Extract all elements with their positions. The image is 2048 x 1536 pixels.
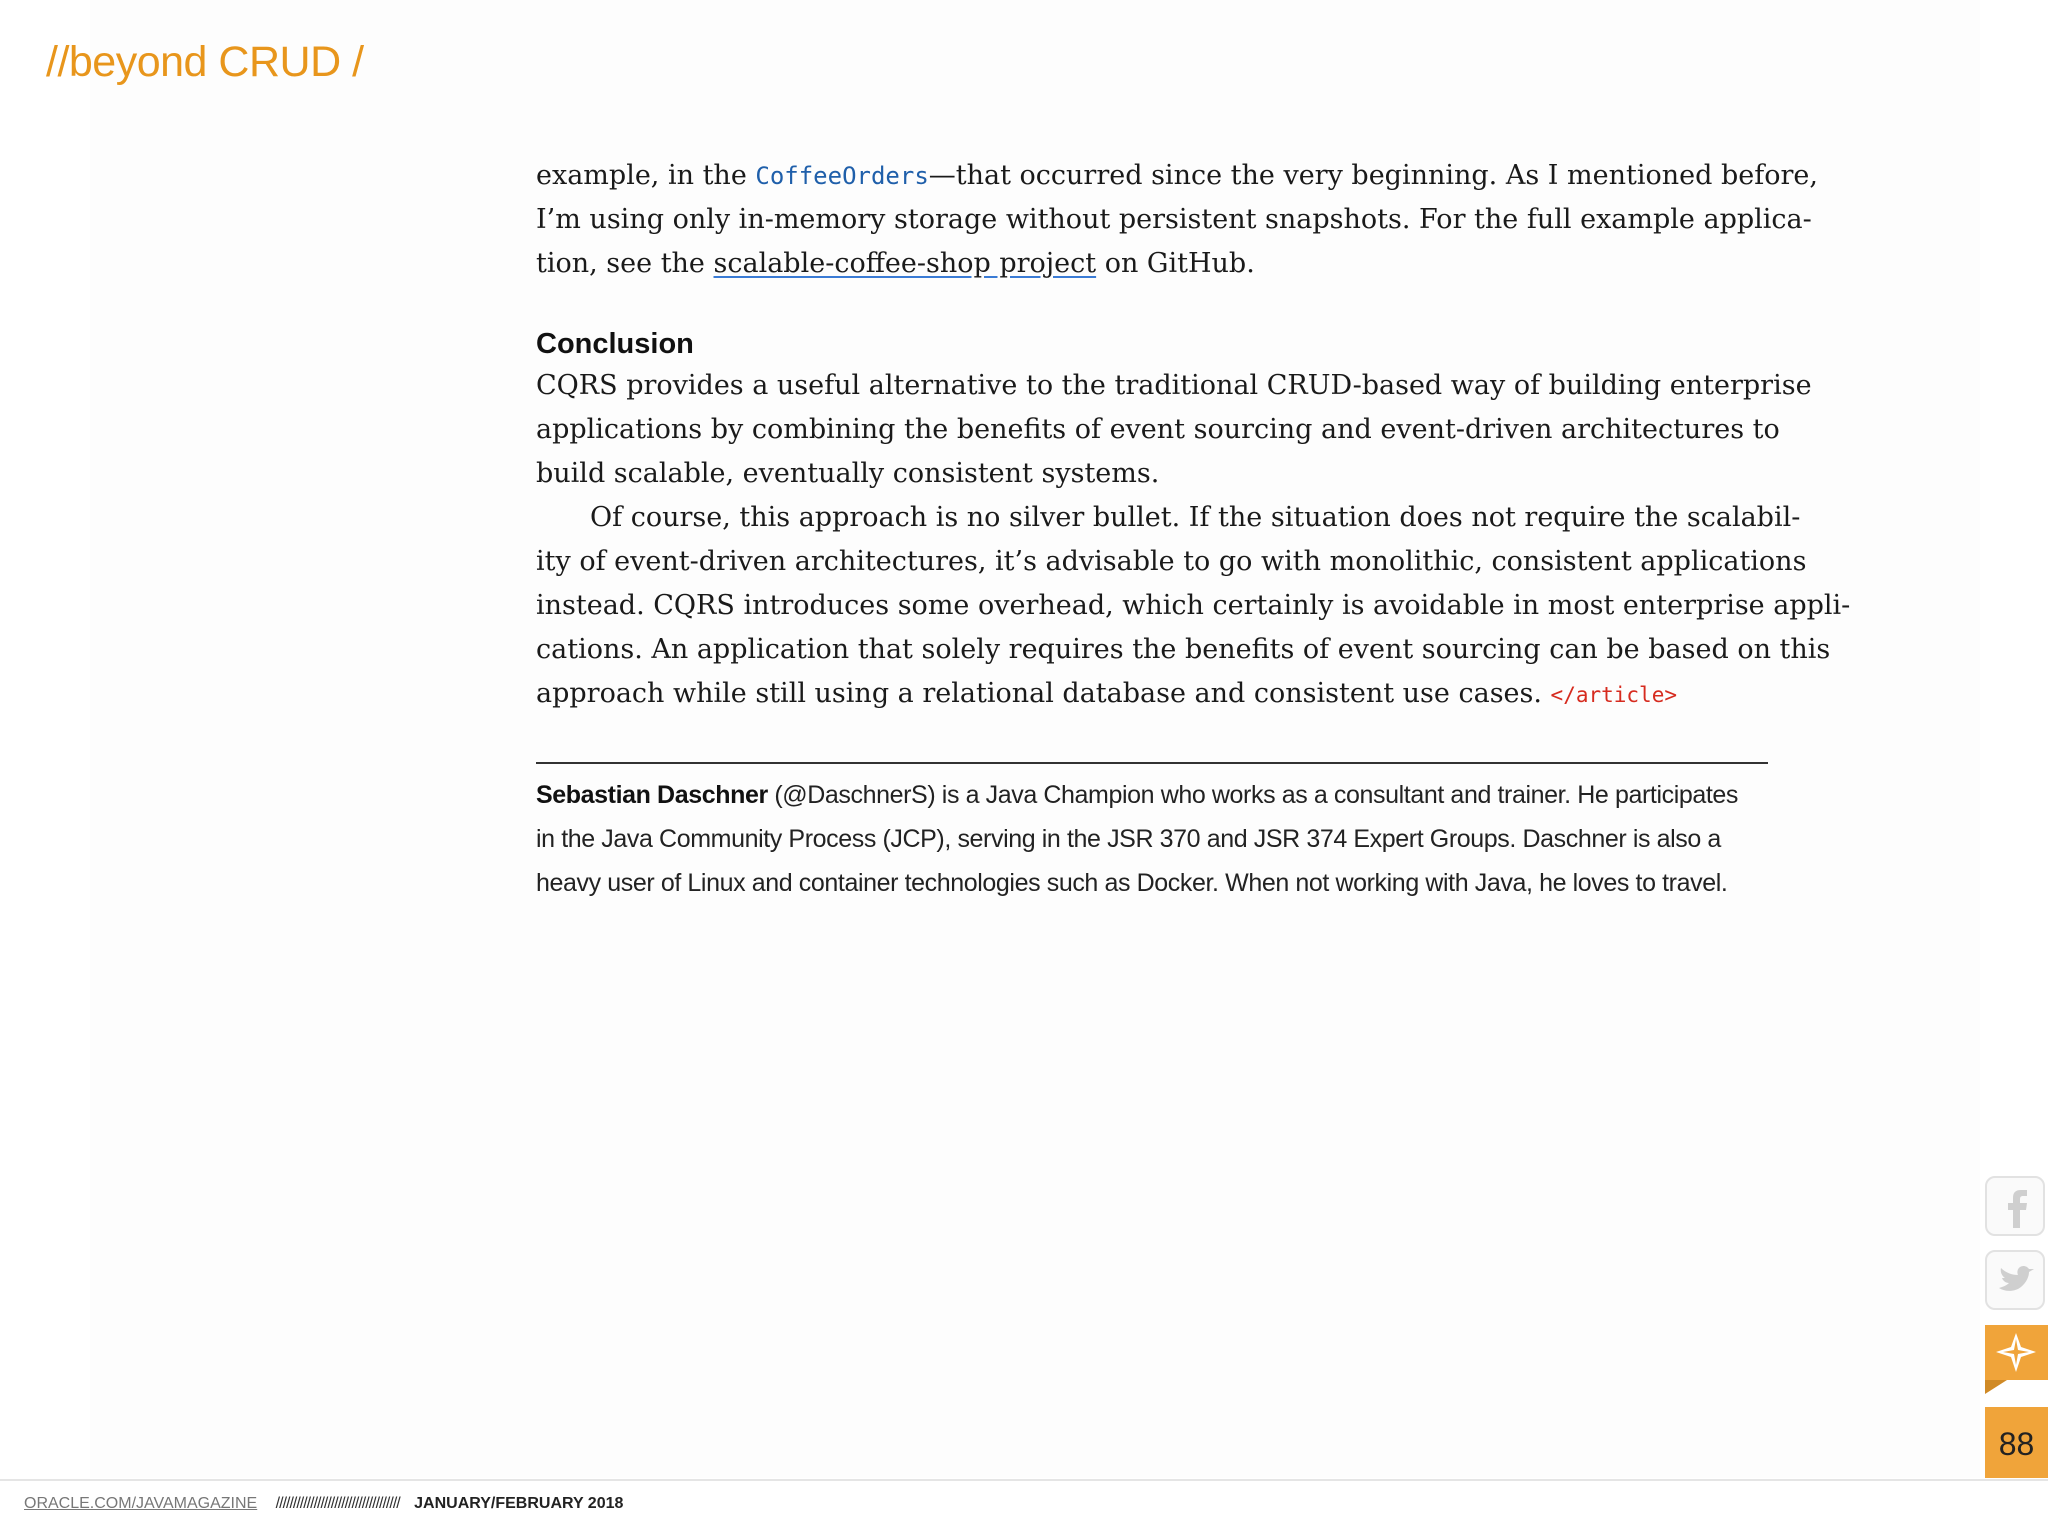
inline-code: CoffeeOrders <box>755 162 929 190</box>
text-line: applications by combining the benefits of event sourcing and event-driven architectures to <box>536 414 1780 445</box>
text-line: ity of event-driven architectures, it’s advisable to go with monolithic, consistent applications <box>536 546 1807 577</box>
text-line: Of course, this approach is no silver bullet. If the situation does not require the scalabil- <box>590 502 1801 533</box>
footer-divider <box>0 1479 2048 1481</box>
author-bio <box>536 773 1776 905</box>
text-run: on GitHub. <box>1096 248 1255 279</box>
footer-slashes: //////////////////////////////////// <box>275 1495 400 1512</box>
text-run: —that occurred since the very beginning. As I mentioned before, <box>928 160 1818 191</box>
text-line: cations. An application that solely requires the benefits of event sourcing can be based on this <box>536 634 1831 665</box>
text-line <box>536 242 1768 286</box>
text-line: build scalable, eventually consistent systems. <box>536 458 1160 489</box>
text-line <box>536 773 1776 817</box>
bookmark-tail <box>1985 1380 2007 1394</box>
page-number: 88 <box>1985 1407 2048 1478</box>
text-line: CQRS provides a useful alternative to the traditional CRUD-based way of building enterprise <box>536 370 1812 401</box>
article-body <box>536 154 1851 717</box>
facebook-icon <box>1987 1178 2047 1238</box>
conclusion-heading: Conclusion <box>536 328 694 360</box>
text-line <box>536 672 1768 717</box>
text-line: heavy user of Linux and container technologies such as Docker. When not working with Java, he loves to travel. <box>536 869 1728 897</box>
magazine-site-link[interactable]: ORACLE.COM/JAVAMAGAZINE <box>24 1495 258 1512</box>
text-line <box>536 154 1818 198</box>
text-run: approach while still using a relational database and consistent use cases. <box>536 678 1551 709</box>
paragraph-caveat <box>536 496 1851 717</box>
table-of-contents-button[interactable] <box>1985 1325 2048 1380</box>
text-run: tion, see the <box>536 248 714 279</box>
twitter-share-button[interactable] <box>1985 1250 2045 1310</box>
issue-date: JANUARY/FEBRUARY 2018 <box>414 1495 624 1512</box>
text-run: (@DaschnerS) is a Java Champion who works as a consultant and trainer. He participates <box>767 781 1739 809</box>
footer <box>24 1495 623 1513</box>
twitter-icon <box>1987 1252 2047 1312</box>
github-project-link[interactable]: scalable-coffee-shop project <box>713 248 1097 279</box>
text-line: instead. CQRS introduces some overhead, which certainly is avoidable in most enterprise appli- <box>536 590 1851 621</box>
section-title: //beyond CRUD / <box>46 38 364 86</box>
facebook-share-button[interactable] <box>1985 1176 2045 1236</box>
paragraph-conclusion <box>536 364 1812 496</box>
end-article-tag: </article> <box>1550 683 1677 707</box>
text-line: I’m using only in-memory storage without persistent snapshots. For the full example applica- <box>536 204 1812 235</box>
bio-divider <box>536 762 1768 764</box>
text-line: in the Java Community Process (JCP), serving in the JSR 370 and JSR 374 Expert Groups. Daschner is also a <box>536 825 1721 853</box>
author-name: Sebastian Daschner <box>536 781 768 809</box>
text-run: example, in the <box>536 160 756 191</box>
table-of-contents-icon <box>1985 1325 2048 1380</box>
paragraph-intro <box>536 154 1818 286</box>
